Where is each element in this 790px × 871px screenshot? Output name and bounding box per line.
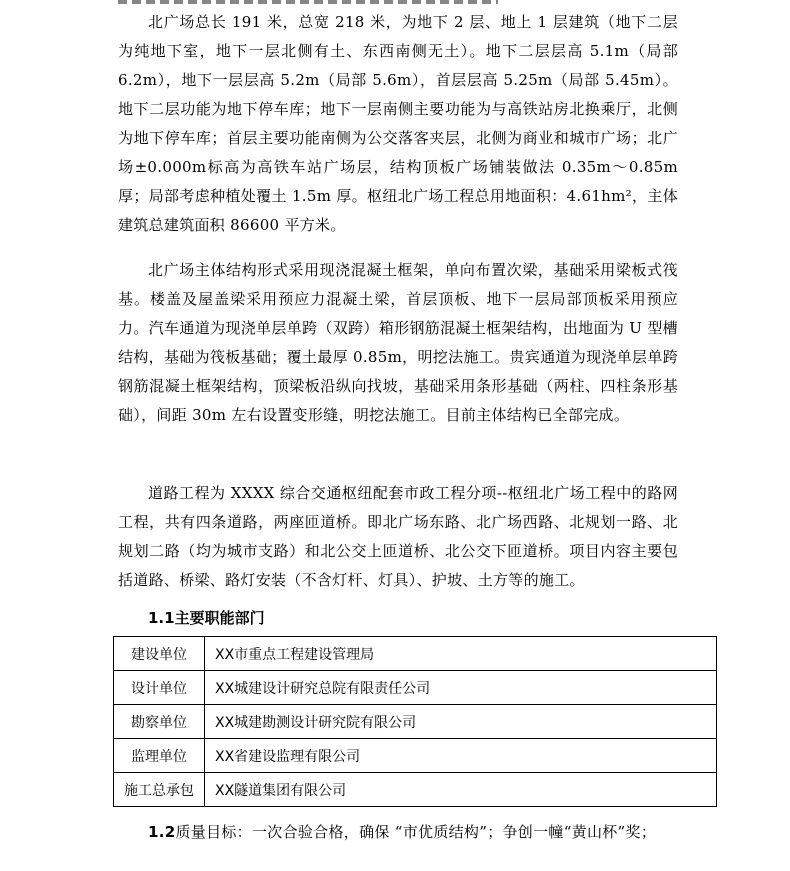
table-row <box>114 671 717 705</box>
quality-goal-paragraph <box>118 818 678 847</box>
paragraph-road-works: 道路工程为 XXXX 综合交通枢纽配套市政工程分项--枢纽北广场工程中的路网工程，共有四条道路，两座匝道桥。即北广场东路、北广场西路、北规划一路、北规划二路（均为城市支路）和北公交上匝道桥、北公交下匝道桥。项目内容主要包括道路、桥梁、路灯安装（不含灯杆、灯具）、护坡、土方等的施工。 <box>118 484 678 589</box>
role-cell: 建设单位 <box>114 637 205 671</box>
table-row <box>114 705 717 739</box>
unit-name-cell: XX城建设计研究总院有限责任公司 <box>205 671 717 705</box>
role-cell: 设计单位 <box>114 671 205 705</box>
role-cell: 施工总承包 <box>114 773 205 807</box>
unit-name-cell: XX城建勘测设计研究院有限公司 <box>205 705 717 739</box>
unit-name-cell: XX市重点工程建设管理局 <box>205 637 717 671</box>
table-row <box>114 637 717 671</box>
unit-name-cell: XX省建设监理有限公司 <box>205 739 717 773</box>
table-row <box>114 739 717 773</box>
paragraph-structure: 北广场主体结构形式采用现浇混凝土框架，单向布置次梁，基础采用梁板式筏基。楼盖及屋盖梁采用预应力混凝土梁，首层顶板、地下一层局部顶板采用预应力。汽车通道为现浇单层单跨（双跨）箱形钢筋混凝土框架结构，出地面为 U 型槽结构，基础为筏板基础；覆土最厚 0.85m，明挖法施工。贵宾通道为现浇单层单跨钢筋混凝土框架结构，顶梁板沿纵向找坡，基础采用条形基础（两柱、四柱条形基础），间距 30m 左右设置变形缝，明挖法施工。目前主体结构已全部完成。 <box>118 261 678 424</box>
section-heading-departments: 1.1主要职能部门 <box>148 609 265 627</box>
role-cell: 勘察单位 <box>114 705 205 739</box>
paragraph-overview: 北广场总长 191 米，总宽 218 米，为地下 2 层、地上 1 层建筑（地下二层为纯地下室，地下一层北侧有土、东西南侧无土）。地下二层层高 5.1m（局部 6.2m），地下一层层高 5.2m（局部 5.6m），首层层高 5.25m（局部 5.45m）。地下二层功能为地下停车库；地下一层南侧主要功能为与高铁站房北换乘厅，北侧为地下停车库；首层主要功能南侧为公交落客夹层，北侧为商业和城市广场；北广场±0.000m标高为高铁车站广场层，结构顶板广场铺装做法 0.35m～0.85m 厚；局部考虑种植处覆土 1.5m 厚。枢纽北广场工程总用地面积：4.61hm²，主体建筑总建筑面积 86600 平方米。 <box>118 13 678 234</box>
table-row <box>114 773 717 807</box>
quality-section-number: 1.2 <box>148 823 176 841</box>
role-cell: 监理单位 <box>114 739 205 773</box>
unit-name-cell: XX隧道集团有限公司 <box>205 773 717 807</box>
quality-goal-text: 质量目标：一次合验合格，确保 “市优质结构”；争创一幢“黄山杯”奖； <box>175 823 657 841</box>
cut-off-text-line <box>118 0 498 4</box>
departments-table <box>113 636 717 807</box>
